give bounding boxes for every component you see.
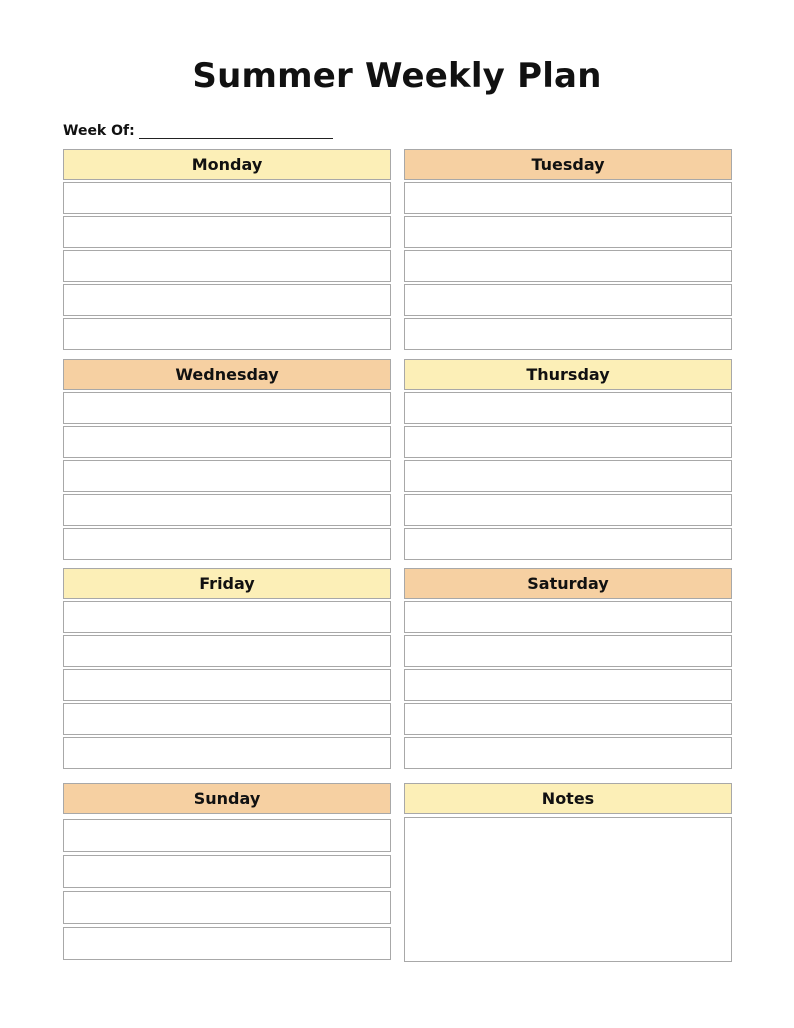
planner-row[interactable] (63, 635, 391, 667)
planner-row[interactable] (404, 392, 732, 424)
planner-row[interactable] (63, 891, 391, 924)
planner-row[interactable] (404, 494, 732, 526)
day-block-saturday (404, 568, 732, 769)
week-of-field (63, 119, 333, 139)
planner-row[interactable] (404, 635, 732, 667)
planner-row[interactable] (404, 284, 732, 316)
planner-row[interactable] (404, 528, 732, 560)
planner-row[interactable] (63, 927, 391, 960)
day-block-thursday (404, 359, 732, 560)
planner-row[interactable] (63, 819, 391, 852)
day-header-wednesday: Wednesday (63, 359, 391, 390)
notes-area[interactable] (404, 817, 732, 962)
day-block-monday (63, 149, 391, 350)
planner-row[interactable] (404, 737, 732, 769)
planner-row[interactable] (63, 855, 391, 888)
planner-row[interactable] (63, 669, 391, 701)
planner-row[interactable] (63, 494, 391, 526)
week-of-label: Week Of: (63, 123, 135, 139)
notes-header: Notes (404, 783, 732, 814)
planner-row[interactable] (63, 318, 391, 350)
planner-row[interactable] (404, 669, 732, 701)
planner-row[interactable] (63, 703, 391, 735)
day-header-thursday: Thursday (404, 359, 732, 390)
week-of-blank-line[interactable] (139, 126, 333, 139)
planner-row[interactable] (404, 250, 732, 282)
notes-block (404, 783, 732, 962)
planner-row[interactable] (63, 460, 391, 492)
day-header-sunday: Sunday (63, 783, 391, 814)
page-title: Summer Weekly Plan (192, 56, 602, 96)
day-block-friday (63, 568, 391, 769)
planner-row[interactable] (63, 392, 391, 424)
day-header-monday: Monday (63, 149, 391, 180)
planner-row[interactable] (63, 250, 391, 282)
planner-row[interactable] (63, 737, 391, 769)
planner-row[interactable] (404, 460, 732, 492)
planner-row[interactable] (63, 426, 391, 458)
planner-row[interactable] (404, 318, 732, 350)
planner-row[interactable] (404, 182, 732, 214)
day-block-tuesday (404, 149, 732, 350)
planner-row[interactable] (63, 601, 391, 633)
day-block-wednesday (63, 359, 391, 560)
planner-row[interactable] (63, 284, 391, 316)
planner-row[interactable] (404, 216, 732, 248)
day-block-sunday (63, 783, 391, 960)
planner-row[interactable] (63, 528, 391, 560)
planner-row[interactable] (63, 216, 391, 248)
planner-row[interactable] (63, 182, 391, 214)
day-header-tuesday: Tuesday (404, 149, 732, 180)
day-header-saturday: Saturday (404, 568, 732, 599)
day-header-friday: Friday (63, 568, 391, 599)
planner-row[interactable] (404, 601, 732, 633)
planner-row[interactable] (404, 703, 732, 735)
planner-row[interactable] (404, 426, 732, 458)
